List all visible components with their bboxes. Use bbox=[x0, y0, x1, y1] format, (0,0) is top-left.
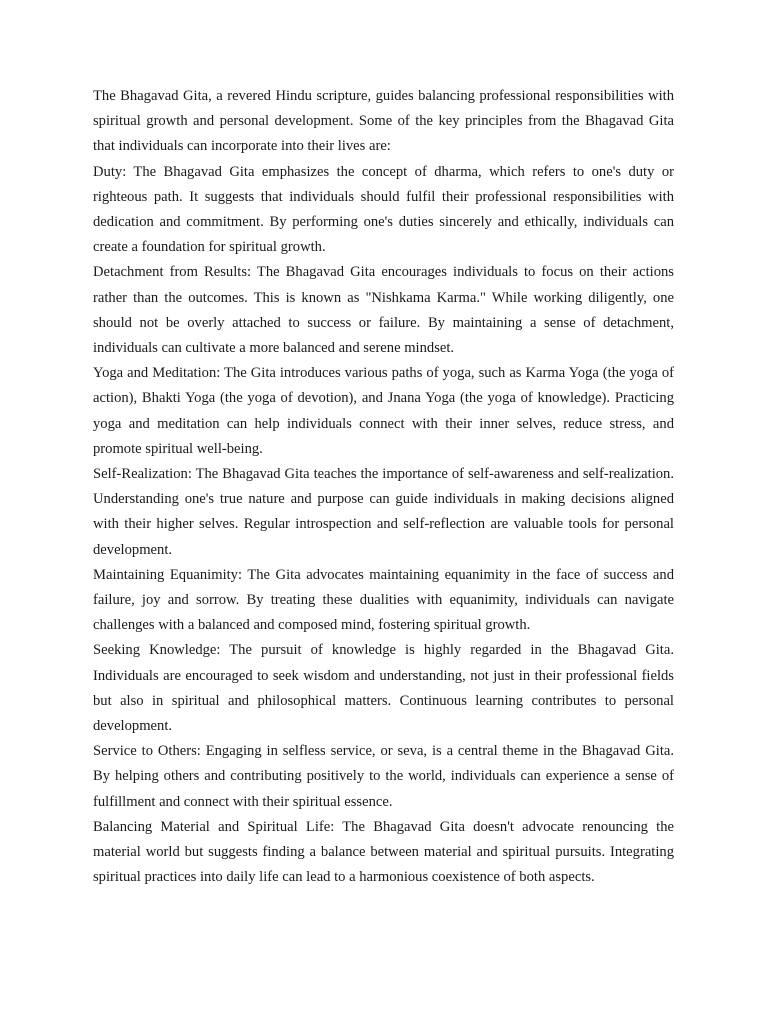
paragraph-seeking-knowledge: Seeking Knowledge: The pursuit of knowledge is highly regarded in the Bhagavad Gita. Individuals are encouraged to seek wisdom and understanding, not just in their professional fields but also in spiritual and philosophical matters. Continuous learning contributes to personal development. bbox=[93, 642, 674, 735]
document-body bbox=[93, 84, 674, 891]
paragraph-yoga-meditation: Yoga and Meditation: The Gita introduces various paths of yoga, such as Karma Yoga (the yoga of action), Bhakti Yoga (the yoga of devotion), and Jnana Yoga (the yoga of knowledge). Practicing yoga and meditation can help individuals connect with their inner selves, reduce stress, and promote spiritual well-being. bbox=[93, 365, 674, 457]
paragraph-service: Service to Others: Engaging in selfless service, or seva, is a central theme in the Bhagavad Gita. By helping others and contributing positively to the world, individuals can experience a sense of fulfillment and connect with their spiritual essence. bbox=[93, 743, 674, 810]
paragraph-self-realization: Self-Realization: The Bhagavad Gita teaches the importance of self-awareness and self-realization. Understanding one's true nature and purpose can guide individuals in making decisions aligned with their higher selves. Regular introspection and self-reflection are valuable tools for personal development. bbox=[93, 466, 674, 558]
paragraph-detachment: Detachment from Results: The Bhagavad Gita encourages individuals to focus on their actions rather than the outcomes. This is known as "Nishkama Karma." While working diligently, one should not be overly attached to success or failure. By maintaining a sense of detachment, individuals can cultivate a more balanced and serene mindset. bbox=[93, 264, 674, 357]
paragraph-intro: The Bhagavad Gita, a revered Hindu scripture, guides balancing professional responsibilities with spiritual growth and personal development. Some of the key principles from the Bhagavad Gita that individuals can incorporate into their lives are: bbox=[93, 88, 674, 155]
paragraph-duty: Duty: The Bhagavad Gita emphasizes the concept of dharma, which refers to one's duty or righteous path. It suggests that individuals should fulfil their professional responsibilities with dedication and commitment. By performing one's duties sincerely and ethically, individuals can create a foundation for spiritual growth. bbox=[93, 163, 674, 256]
paragraph-balance: Balancing Material and Spiritual Life: The Bhagavad Gita doesn't advocate renouncing the material world but suggests finding a balance between material and spiritual pursuits. Integrating spiritual practices into daily life can lead to a harmonious coexistence of both aspects. bbox=[93, 818, 674, 886]
paragraph-equanimity: Maintaining Equanimity: The Gita advocates maintaining equanimity in the face of success and failure, joy and sorrow. By treating these dualities with equanimity, individuals can navigate challenges with a balanced and composed mind, fostering spiritual growth. bbox=[93, 566, 674, 634]
